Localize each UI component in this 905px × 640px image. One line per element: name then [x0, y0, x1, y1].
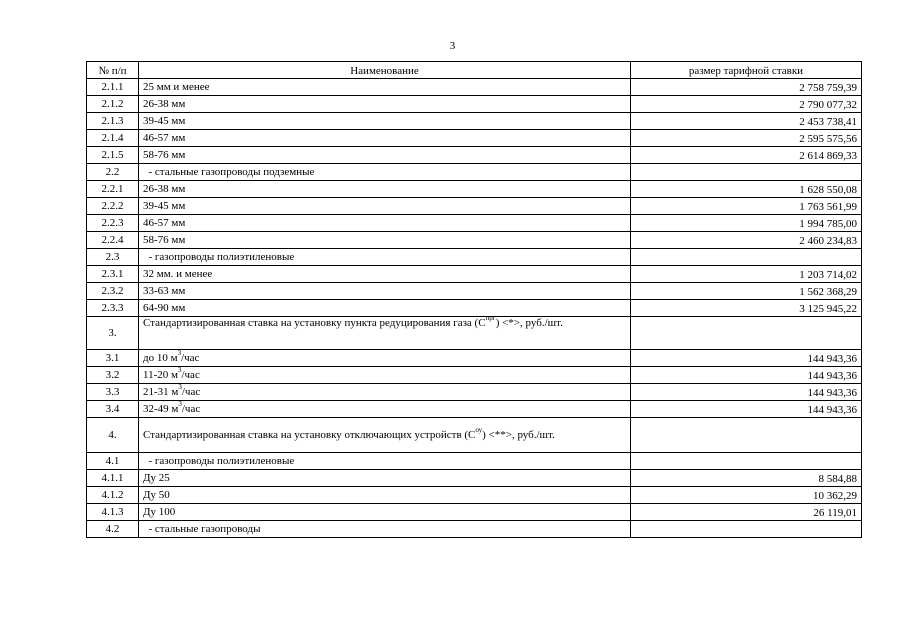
row-rate: 1 763 561,99 [631, 198, 862, 215]
table-row [87, 283, 862, 300]
row-name: 26-38 мм [139, 96, 631, 113]
tariff-table [86, 61, 862, 538]
table-row [87, 164, 862, 181]
row-name: 33-63 мм [139, 283, 631, 300]
table-row [87, 504, 862, 521]
table-row [87, 147, 862, 164]
row-number: 2.3.3 [87, 300, 139, 317]
table-row [87, 350, 862, 367]
row-number: 3. [87, 317, 139, 350]
row-number: 2.1.3 [87, 113, 139, 130]
row-number: 4.1 [87, 453, 139, 470]
table-row [87, 470, 862, 487]
row-number: 2.1.4 [87, 130, 139, 147]
header-number: № п/п [87, 62, 139, 79]
row-rate: 1 203 714,02 [631, 266, 862, 283]
row-name: Стандартизированная ставка на установку отключающих устройств $(С^{оу})$ <**>, руб./шт. [139, 418, 631, 453]
row-name: 11-20 $м^3$/час [139, 367, 631, 384]
row-rate: 2 460 234,83 [631, 232, 862, 249]
row-rate [631, 317, 862, 350]
row-number: 2.2.2 [87, 198, 139, 215]
row-number: 4.2 [87, 521, 139, 538]
header-rate: размер тарифной ставки [631, 62, 862, 79]
row-rate: 2 790 077,32 [631, 96, 862, 113]
row-rate: 10 362,29 [631, 487, 862, 504]
row-rate: 144 943,36 [631, 367, 862, 384]
row-rate [631, 418, 862, 453]
row-rate: 2 595 575,56 [631, 130, 862, 147]
row-rate: 144 943,36 [631, 401, 862, 418]
page-number: 3 [449, 40, 456, 52]
table-row [87, 79, 862, 96]
row-name: Ду 100 [139, 504, 631, 521]
row-name: - газопроводы полиэтиленовые [139, 249, 631, 266]
row-rate: 2 453 738,41 [631, 113, 862, 130]
row-name: - стальные газопроводы подземные [139, 164, 631, 181]
row-rate [631, 164, 862, 181]
row-rate [631, 453, 862, 470]
row-number: 4.1.3 [87, 504, 139, 521]
row-number: 3.4 [87, 401, 139, 418]
row-name: Стандартизированная ставка на установку пункта редуцирования газа $(С^{прг})$ <*>, руб./шт. [139, 317, 631, 350]
row-number: 3.2 [87, 367, 139, 384]
row-name: 26-38 мм [139, 181, 631, 198]
table-row [87, 130, 862, 147]
row-number: 2.2 [87, 164, 139, 181]
row-rate: 8 584,88 [631, 470, 862, 487]
row-name: 58-76 мм [139, 232, 631, 249]
table-row [87, 300, 862, 317]
table-row [87, 418, 862, 453]
table-row [87, 317, 862, 350]
row-rate: 1 628 550,08 [631, 181, 862, 198]
row-name: - газопроводы полиэтиленовые [139, 453, 631, 470]
row-name: 46-57 мм [139, 130, 631, 147]
row-name: 25 мм и менее [139, 79, 631, 96]
row-name: 21-31 $м^3$/час [139, 384, 631, 401]
row-name: до 10 $м^3$/час [139, 350, 631, 367]
row-name: Ду 25 [139, 470, 631, 487]
row-name: 39-45 мм [139, 113, 631, 130]
row-rate: 26 119,01 [631, 504, 862, 521]
row-rate: 1 994 785,00 [631, 215, 862, 232]
table-row [87, 384, 862, 401]
row-rate: 2 758 759,39 [631, 79, 862, 96]
table-header-row [87, 62, 862, 79]
row-rate: 3 125 945,22 [631, 300, 862, 317]
row-rate: 144 943,36 [631, 350, 862, 367]
row-name: Ду 50 [139, 487, 631, 504]
table-row [87, 181, 862, 198]
table-row [87, 215, 862, 232]
table-row [87, 198, 862, 215]
row-number: 3.1 [87, 350, 139, 367]
table-row [87, 232, 862, 249]
row-number: 2.1.1 [87, 79, 139, 96]
row-rate [631, 249, 862, 266]
table-row [87, 96, 862, 113]
row-number: 2.1.5 [87, 147, 139, 164]
row-number: 2.1.2 [87, 96, 139, 113]
row-number: 2.2.1 [87, 181, 139, 198]
row-number: 4. [87, 418, 139, 453]
table-row [87, 266, 862, 283]
row-number: 2.3.1 [87, 266, 139, 283]
table-row [87, 113, 862, 130]
header-name: Наименование [139, 62, 631, 79]
row-rate: 2 614 869,33 [631, 147, 862, 164]
row-name: 64-90 мм [139, 300, 631, 317]
row-number: 4.1.1 [87, 470, 139, 487]
row-number: 3.3 [87, 384, 139, 401]
table-row [87, 453, 862, 470]
row-name: 58-76 мм [139, 147, 631, 164]
row-name: 32 мм. и менее [139, 266, 631, 283]
row-name: 39-45 мм [139, 198, 631, 215]
table-row [87, 367, 862, 384]
row-number: 2.3.2 [87, 283, 139, 300]
table-row [87, 521, 862, 538]
row-number: 4.1.2 [87, 487, 139, 504]
row-number: 2.2.3 [87, 215, 139, 232]
table-row [87, 487, 862, 504]
row-rate: 144 943,36 [631, 384, 862, 401]
row-number: 2.2.4 [87, 232, 139, 249]
table-row [87, 249, 862, 266]
row-name: 46-57 мм [139, 215, 631, 232]
table-row [87, 401, 862, 418]
row-number: 2.3 [87, 249, 139, 266]
row-rate: 1 562 368,29 [631, 283, 862, 300]
row-name: 32-49 $м^3$/час [139, 401, 631, 418]
row-name: - стальные газопроводы [139, 521, 631, 538]
row-rate [631, 521, 862, 538]
